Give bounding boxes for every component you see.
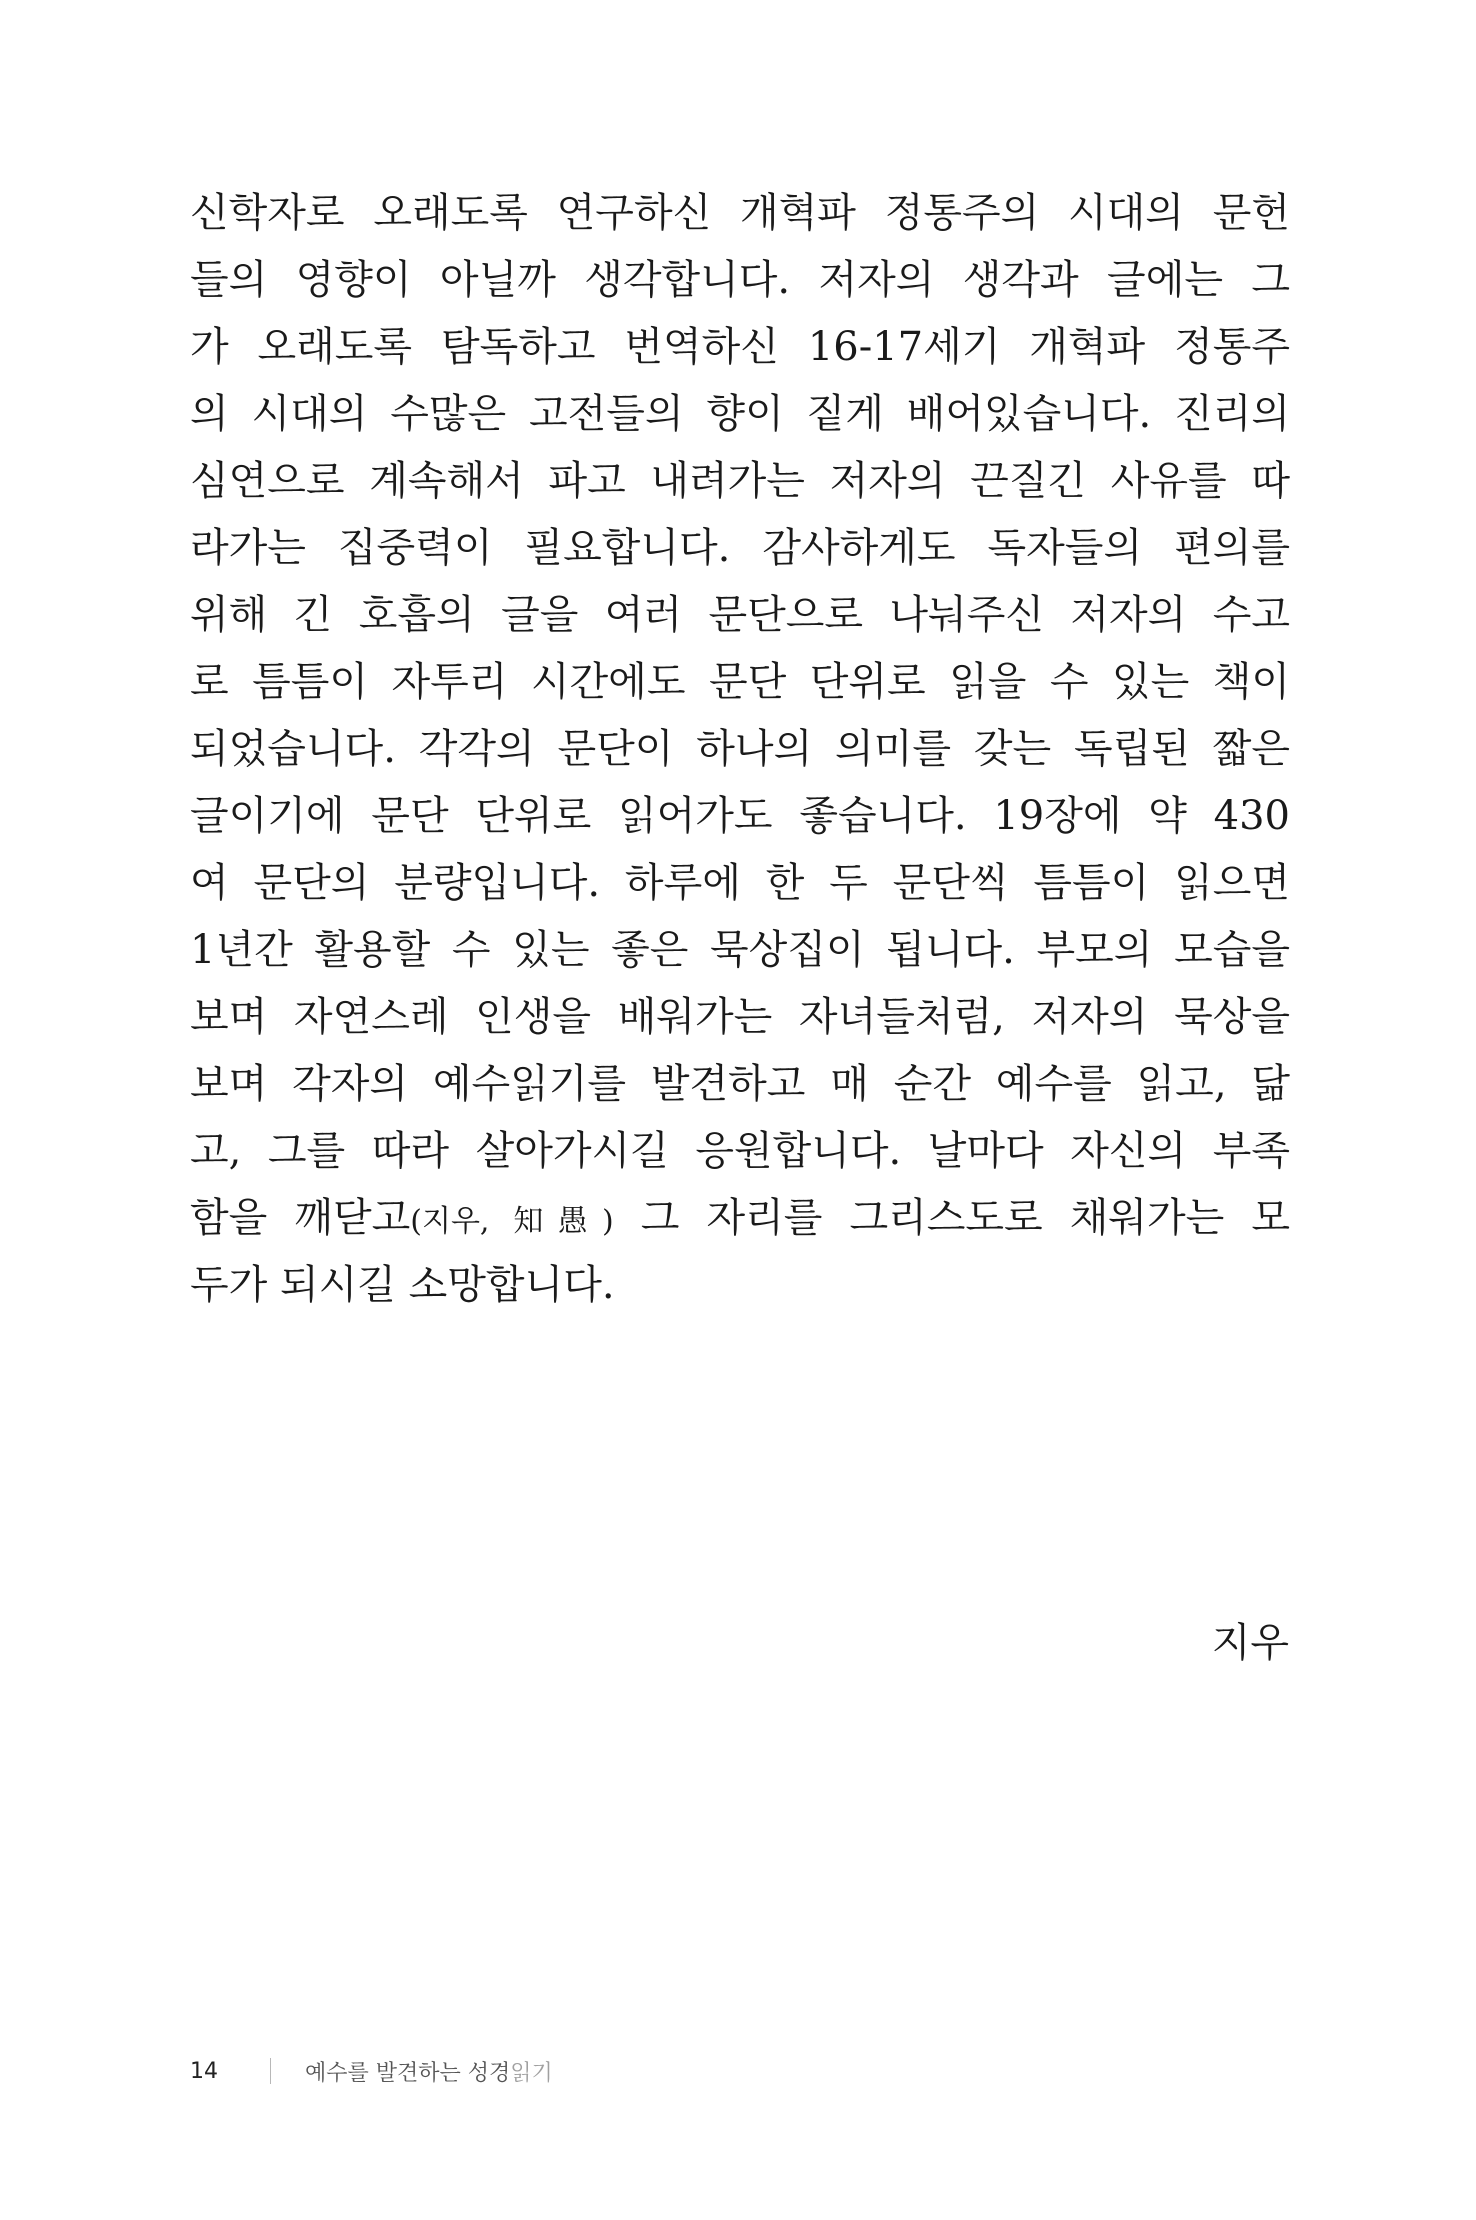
text-line: 들의 영향이 아닐까 생각합니다. 저자의 생각과 글에는 그 (190, 257, 1290, 303)
running-title: 예수를 발견하는 성경 (305, 2060, 511, 2086)
text-line-last: 두가 되시길 소망합니다. (190, 1262, 615, 1308)
page-footer (190, 2055, 553, 2087)
text-line: 보며 각자의 예수읽기를 발견하고 매 순간 예수를 읽고, 닮 (190, 1061, 1290, 1107)
inline-note: (지우, 知愚) (410, 1204, 614, 1239)
text-line-with-note (190, 1185, 1290, 1252)
text-line: 가 오래도록 탐독하고 번역하신 16-17세기 개혁파 정통주 (190, 324, 1290, 370)
running-title-accent: 읽기 (510, 2060, 553, 2086)
text-line: 여 문단의 분량입니다. 하루에 한 두 문단씩 틈틈이 읽으면 (190, 860, 1290, 906)
text-line: 위해 긴 호흡의 글을 여러 문단으로 나눠주신 저자의 수고 (190, 592, 1290, 638)
text-line: 보며 자연스레 인생을 배워가는 자녀들처럼, 저자의 묵상을 (190, 994, 1290, 1040)
text-line: 1년간 활용할 수 있는 좋은 묵상집이 됩니다. 부모의 모습을 (190, 927, 1290, 973)
text-line: 글이기에 문단 단위로 읽어가도 좋습니다. 19장에 약 430 (190, 793, 1290, 839)
page-number: 14 (190, 2058, 218, 2084)
text-segment: 그 자리를 그리스도로 채워가는 모 (613, 1195, 1290, 1241)
text-line: 신학자로 오래도록 연구하신 개혁파 정통주의 시대의 문헌 (190, 190, 1290, 236)
text-line: 라가는 집중력이 필요합니다. 감사하게도 독자들의 편의를 (190, 525, 1290, 571)
footer-divider (270, 2058, 271, 2084)
text-line: 심연으로 계속해서 파고 내려가는 저자의 끈질긴 사유를 따 (190, 458, 1290, 504)
author-signature: 지우 (1211, 1620, 1289, 1666)
text-line: 고, 그를 따라 살아가시길 응원합니다. 날마다 자신의 부족 (190, 1128, 1290, 1174)
text-line: 로 틈틈이 자투리 시간에도 문단 단위로 읽을 수 있는 책이 (190, 659, 1290, 705)
text-segment: 함을 깨닫고 (190, 1195, 411, 1241)
body-text (190, 180, 1290, 1319)
text-line: 되었습니다. 각각의 문단이 하나의 의미를 갖는 독립된 짧은 (190, 726, 1290, 772)
text-line: 의 시대의 수많은 고전들의 향이 짙게 배어있습니다. 진리의 (190, 391, 1290, 437)
